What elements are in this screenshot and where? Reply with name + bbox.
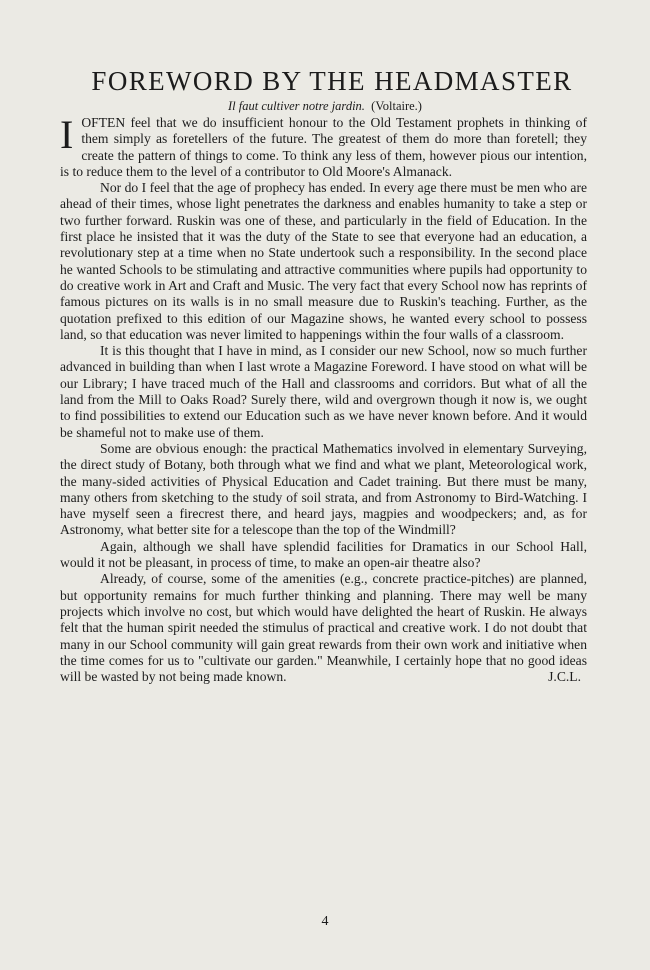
paragraph: It is this thought that I have in mind, as I consider our new School, now so much further advanced in building than when I last wrote a Magazine Foreword. I have stood on what will be our Library; I have traced much of the Hall and classrooms and corridors. But what of all the land from the Mill to Oaks Road? Surely there, wild and overgrown though it now is, we ought to find possibilities to extend our Education such as we have never known before. And it would be shameful not to make use of them. bbox=[60, 343, 587, 440]
paragraph bbox=[60, 112, 587, 180]
paragraph: Again, although we shall have splendid facilities for Dramatics in our School Hall, would it not be pleasant, in process of time, to make an open-air theatre also? bbox=[60, 538, 587, 571]
drop-cap: I bbox=[60, 112, 74, 157]
paragraph bbox=[60, 571, 587, 685]
page-number: 4 bbox=[321, 914, 329, 929]
paragraph-text: Already, of course, some of the amenities (e.g., concrete practice-pitches) are planned, but opportunity remains for much further thinking and planning. There may well be many projects which involve no cost, but which would have delighted the heart of Ruskin. He always felt that the human spirit needed the stimulus of practical and creative work. I do not doubt that many in our School community will gain great rewards from their own work and initiative when the time comes for us to "cultivate our garden." Meanwhile, I certainly hope that no good ideas will be wasted by not being made known. bbox=[60, 571, 587, 685]
foreword-body bbox=[60, 112, 587, 685]
paragraph-text: OFTEN feel that we do insufficient honour to the Old Testament prophets in thinking of them simply as foretellers of the future. The greatest of them do more than foretell; they create the pattern of things to come. To think any less of them, however pious our intention, is to reduce them to the level of a contributor to Old Moore's Almanack. bbox=[60, 115, 587, 179]
page-title: FOREWORD BY THE HEADMASTER bbox=[91, 66, 573, 96]
signature: J.C.L. bbox=[548, 669, 581, 685]
epigraph-attribution: (Voltaire.) bbox=[371, 99, 422, 113]
epigraph-quote: Il faut cultiver notre jardin. bbox=[228, 99, 365, 113]
paragraph: Nor do I feel that the age of prophecy has ended. In every age there must be men who are ahead of their times, whose light penetrates the darkness and enables humanity to take a step or two further forward. Ruskin was one of these, and particularly in the field of Education. In the first place he insisted that it was the duty of the State to see that everyone had an education, a revolutionary step at a time when no State undertook such a responsibility. In the second place he wanted Schools to be stimulating and attractive communities where pupils had opportunity to do creative work in Art and Craft and Music. The very fact that every School now has reprints of famous pictures on its walls is in no small measure due to Ruskin's teaching. Further, as the quotation prefixed to this edition of our Magazine shows, he wanted every school to possess land, so that education was never limited to happenings within the four walls of a classroom. bbox=[60, 180, 587, 342]
epigraph bbox=[0, 99, 650, 114]
paragraph: Some are obvious enough: the practical Mathematics involved in elementary Surveying, the direct study of Botany, both through what we find and what we plant, Meteorological work, the many-sided activities of Physical Education and Cadet training. But there must be many, many others from sketching to the study of soil strata, and from Astronomy to Bird-Watching. I have myself seen a firecrest there, and heard jays, magpies and woodpeckers; and, as for Astronomy, what better site for a telescope than the top of the Windmill? bbox=[60, 440, 587, 538]
